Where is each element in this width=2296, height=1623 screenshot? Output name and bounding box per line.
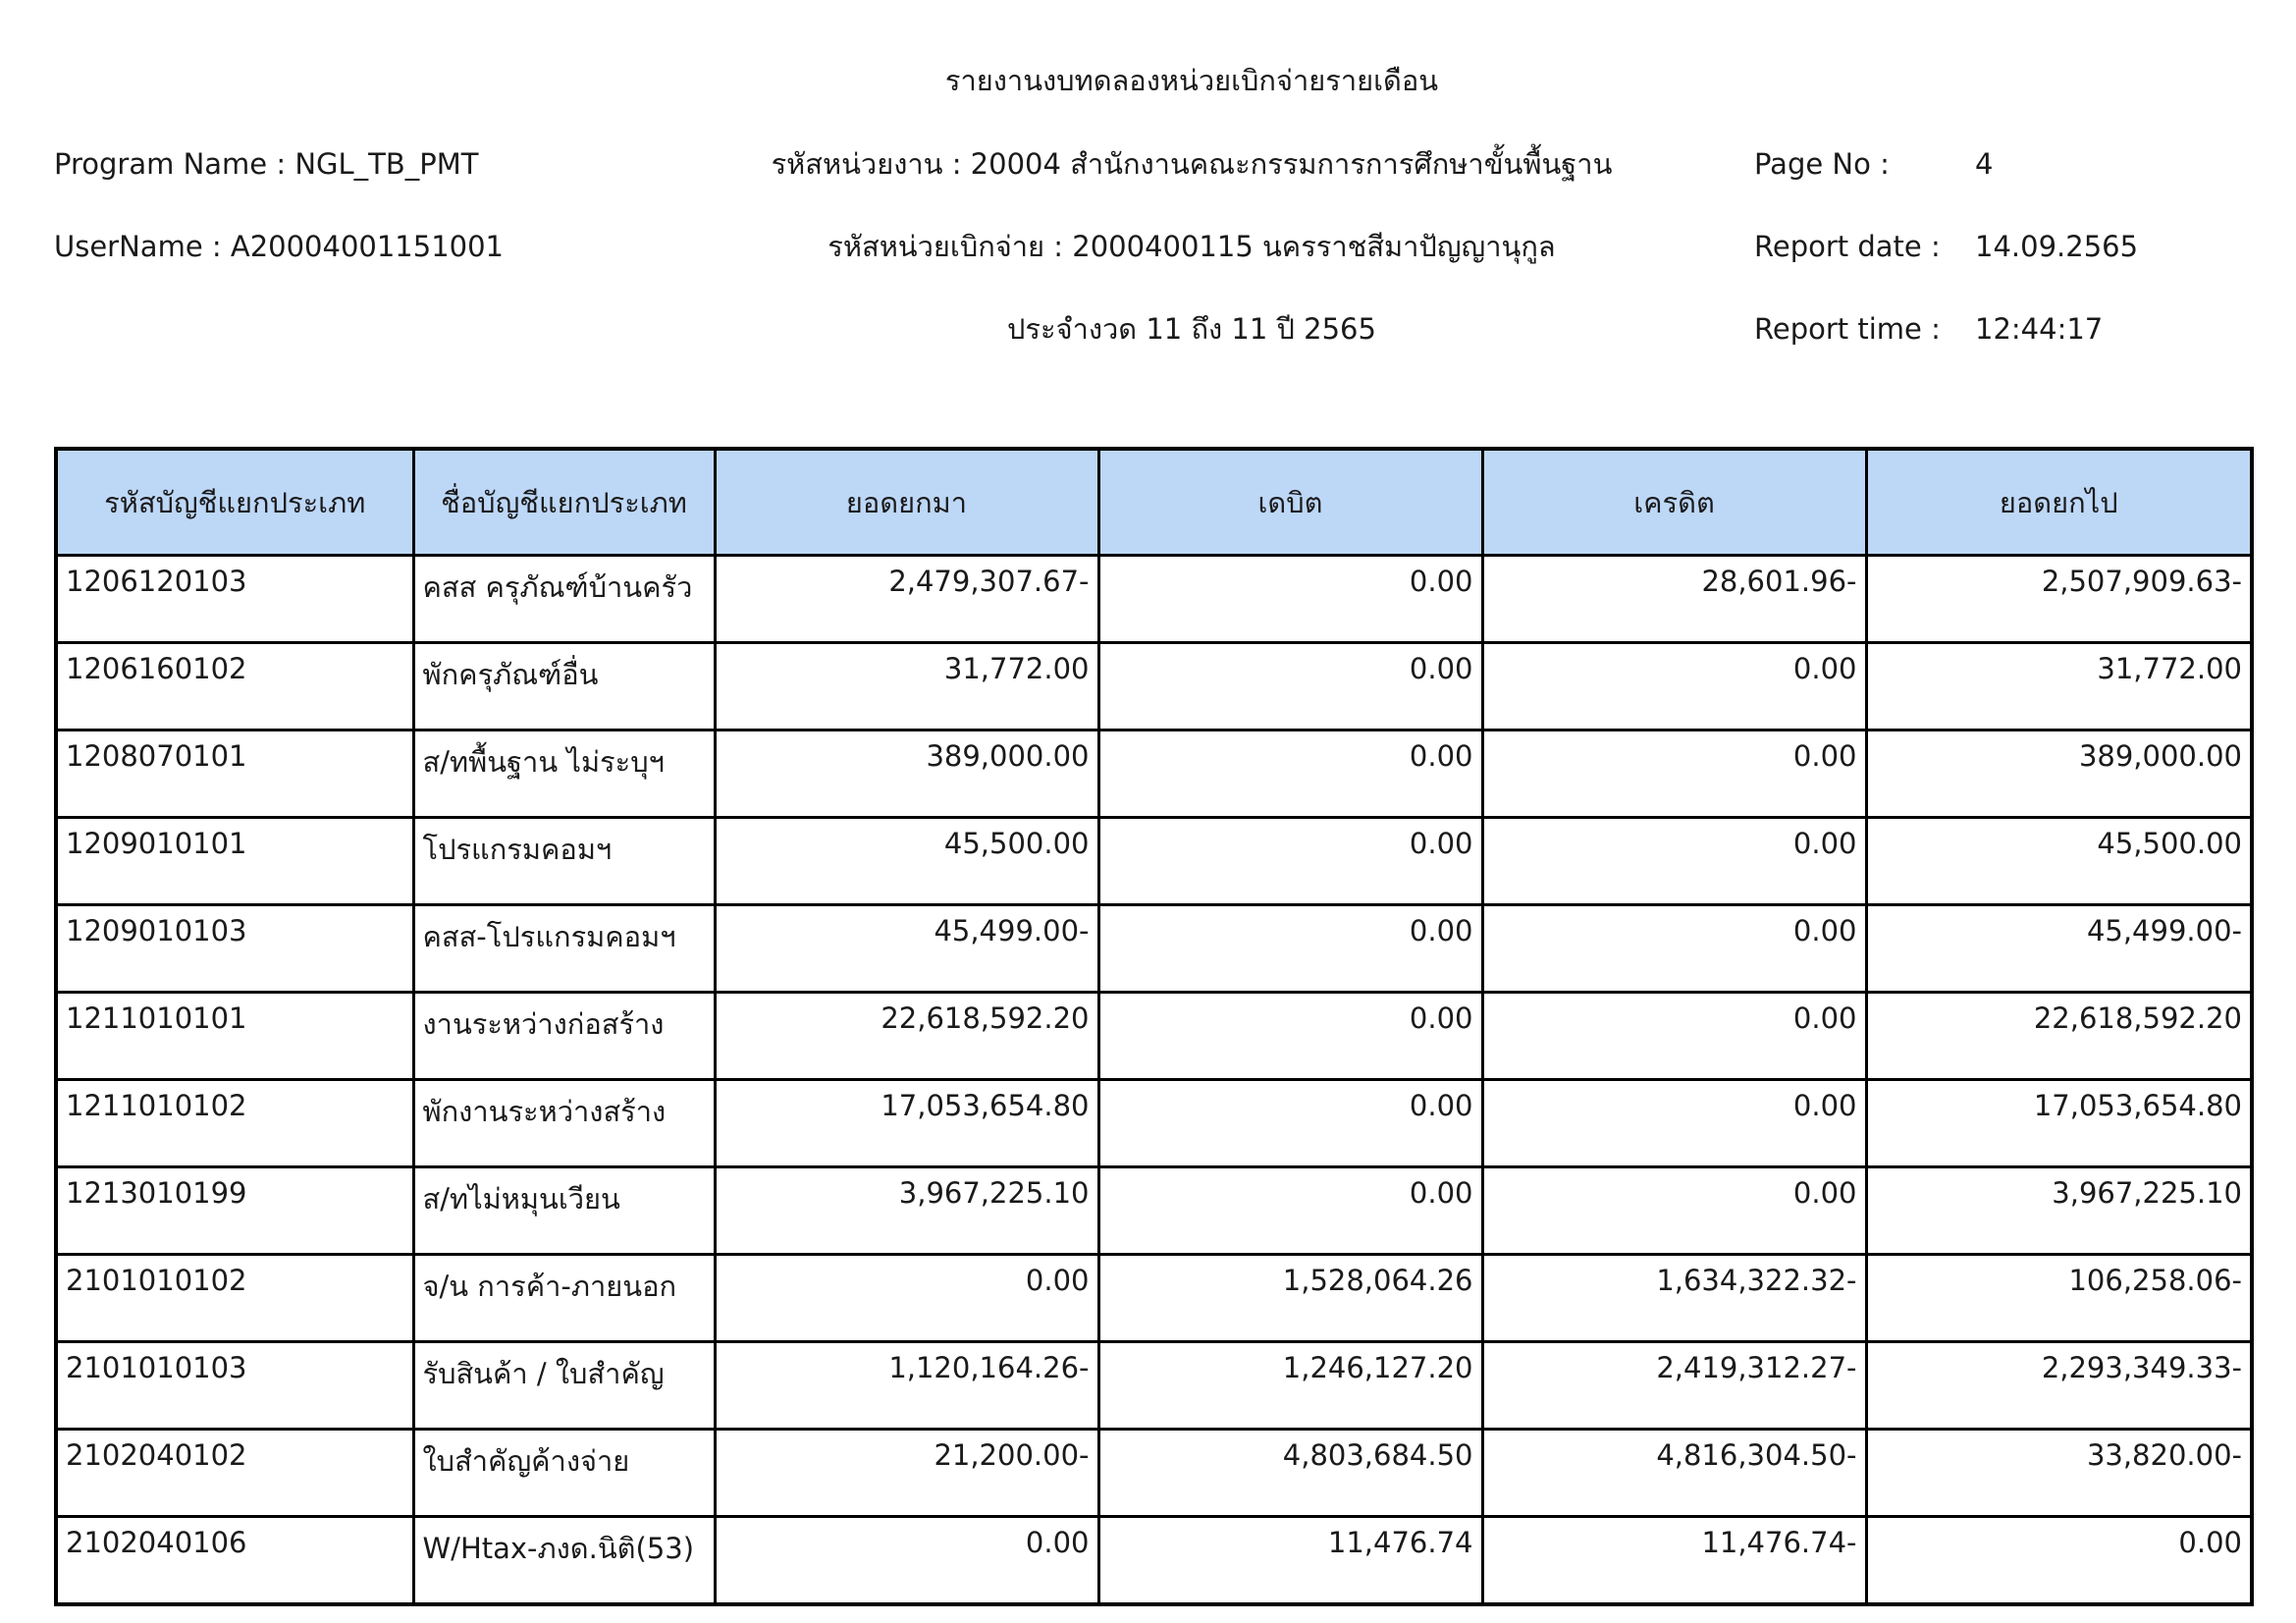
cell-closing-balance: 2,293,349.33- bbox=[1866, 1342, 2252, 1430]
report-date-label: Report date : bbox=[1754, 230, 1941, 263]
header-opening-balance: ยอดยกมา bbox=[715, 449, 1098, 556]
cell-account-name: คสส ครุภัณฑ์บ้านครัว bbox=[413, 556, 715, 643]
cell-credit: 0.00 bbox=[1482, 1167, 1866, 1255]
cell-credit: 0.00 bbox=[1482, 905, 1866, 993]
cell-debit: 4,803,684.50 bbox=[1098, 1430, 1482, 1517]
cell-account-code: 1213010199 bbox=[56, 1167, 413, 1255]
cell-account-code: 2102040102 bbox=[56, 1430, 413, 1517]
cell-account-name: พักงานระหว่างสร้าง bbox=[413, 1080, 715, 1167]
cell-account-name: ใบสำคัญค้างจ่าย bbox=[413, 1430, 715, 1517]
table-row bbox=[56, 1517, 2252, 1605]
header-account-code: รหัสบัญชีแยกประเภท bbox=[56, 449, 413, 556]
header-closing-balance: ยอดยกไป bbox=[1866, 449, 2252, 556]
cell-debit: 0.00 bbox=[1098, 818, 1482, 905]
cell-credit: 11,476.74- bbox=[1482, 1517, 1866, 1605]
cell-closing-balance: 31,772.00 bbox=[1866, 643, 2252, 730]
cell-opening-balance: 1,120,164.26- bbox=[715, 1342, 1098, 1430]
page-no-value: 4 bbox=[1975, 147, 1994, 181]
cell-debit: 0.00 bbox=[1098, 1167, 1482, 1255]
cell-closing-balance: 389,000.00 bbox=[1866, 730, 2252, 818]
cell-credit: 4,816,304.50- bbox=[1482, 1430, 1866, 1517]
cell-debit: 1,246,127.20 bbox=[1098, 1342, 1482, 1430]
cell-account-code: 1206160102 bbox=[56, 643, 413, 730]
report-time-label: Report time : bbox=[1754, 312, 1941, 346]
cell-debit: 0.00 bbox=[1098, 993, 1482, 1080]
cell-credit: 0.00 bbox=[1482, 1080, 1866, 1167]
cell-account-name: งานระหว่างก่อสร้าง bbox=[413, 993, 715, 1080]
cell-debit: 0.00 bbox=[1098, 1080, 1482, 1167]
trial-balance-table bbox=[54, 447, 2254, 1606]
header-account-name: ชื่อบัญชีแยกประเภท bbox=[413, 449, 715, 556]
cell-opening-balance: 389,000.00 bbox=[715, 730, 1098, 818]
cell-account-name: โปรแกรมคอมฯ bbox=[413, 818, 715, 905]
cell-credit: 0.00 bbox=[1482, 643, 1866, 730]
program-name: Program Name : NGL_TB_PMT bbox=[54, 147, 479, 181]
table-row bbox=[56, 1342, 2252, 1430]
table-row bbox=[56, 730, 2252, 818]
cell-opening-balance: 22,618,592.20 bbox=[715, 993, 1098, 1080]
cell-closing-balance: 45,499.00- bbox=[1866, 905, 2252, 993]
cell-closing-balance: 3,967,225.10 bbox=[1866, 1167, 2252, 1255]
table-row bbox=[56, 1430, 2252, 1517]
table-row bbox=[56, 1080, 2252, 1167]
cell-closing-balance: 2,507,909.63- bbox=[1866, 556, 2252, 643]
report-period: ประจำงวด 11 ถึง 11 ปี 2565 bbox=[1007, 312, 1376, 346]
cell-debit: 0.00 bbox=[1098, 556, 1482, 643]
cell-opening-balance: 0.00 bbox=[715, 1517, 1098, 1605]
cell-account-code: 2102040106 bbox=[56, 1517, 413, 1605]
cell-opening-balance: 0.00 bbox=[715, 1255, 1098, 1342]
cell-credit: 0.00 bbox=[1482, 818, 1866, 905]
cell-credit: 0.00 bbox=[1482, 993, 1866, 1080]
disbursing-unit: รหัสหน่วยเบิกจ่าย : 2000400115 นครราชสีมาปัญญานุกูล bbox=[828, 230, 1556, 263]
table-row bbox=[56, 1255, 2252, 1342]
cell-account-code: 1211010102 bbox=[56, 1080, 413, 1167]
header-credit: เครดิต bbox=[1482, 449, 1866, 556]
cell-opening-balance: 17,053,654.80 bbox=[715, 1080, 1098, 1167]
table-row bbox=[56, 643, 2252, 730]
cell-account-code: 1209010103 bbox=[56, 905, 413, 993]
cell-credit: 1,634,322.32- bbox=[1482, 1255, 1866, 1342]
cell-opening-balance: 45,500.00 bbox=[715, 818, 1098, 905]
cell-opening-balance: 21,200.00- bbox=[715, 1430, 1098, 1517]
table-row bbox=[56, 818, 2252, 905]
report-date-value: 14.09.2565 bbox=[1975, 230, 2139, 263]
cell-account-name: พักครุภัณฑ์อื่น bbox=[413, 643, 715, 730]
cell-closing-balance: 0.00 bbox=[1866, 1517, 2252, 1605]
cell-account-name: รับสินค้า / ใบสำคัญ bbox=[413, 1342, 715, 1430]
cell-account-code: 2101010103 bbox=[56, 1342, 413, 1430]
cell-account-name: W/Htax-ภงด.นิติ(53) bbox=[413, 1517, 715, 1605]
cell-credit: 28,601.96- bbox=[1482, 556, 1866, 643]
cell-closing-balance: 17,053,654.80 bbox=[1866, 1080, 2252, 1167]
cell-account-name: จ/น การค้า-ภายนอก bbox=[413, 1255, 715, 1342]
table-row bbox=[56, 556, 2252, 643]
cell-account-code: 2101010102 bbox=[56, 1255, 413, 1342]
cell-debit: 11,476.74 bbox=[1098, 1517, 1482, 1605]
cell-credit: 2,419,312.27- bbox=[1482, 1342, 1866, 1430]
cell-opening-balance: 2,479,307.67- bbox=[715, 556, 1098, 643]
cell-closing-balance: 45,500.00 bbox=[1866, 818, 2252, 905]
cell-debit: 0.00 bbox=[1098, 643, 1482, 730]
cell-opening-balance: 31,772.00 bbox=[715, 643, 1098, 730]
agency-code: รหัสหน่วยงาน : 20004 สำนักงานคณะกรรมการการศึกษาขั้นพื้นฐาน bbox=[771, 147, 1613, 181]
table-row bbox=[56, 1167, 2252, 1255]
cell-debit: 0.00 bbox=[1098, 905, 1482, 993]
cell-debit: 0.00 bbox=[1098, 730, 1482, 818]
cell-account-code: 1208070101 bbox=[56, 730, 413, 818]
table-row bbox=[56, 993, 2252, 1080]
table-header-row bbox=[56, 449, 2252, 556]
cell-account-code: 1209010101 bbox=[56, 818, 413, 905]
user-name: UserName : A20004001151001 bbox=[54, 230, 505, 263]
cell-closing-balance: 106,258.06- bbox=[1866, 1255, 2252, 1342]
cell-opening-balance: 3,967,225.10 bbox=[715, 1167, 1098, 1255]
cell-debit: 1,528,064.26 bbox=[1098, 1255, 1482, 1342]
cell-account-name: ส/ทไม่หมุนเวียน bbox=[413, 1167, 715, 1255]
cell-account-code: 1206120103 bbox=[56, 556, 413, 643]
report-time-value: 12:44:17 bbox=[1975, 312, 2104, 346]
cell-credit: 0.00 bbox=[1482, 730, 1866, 818]
cell-opening-balance: 45,499.00- bbox=[715, 905, 1098, 993]
cell-account-name: คสส-โปรแกรมคอมฯ bbox=[413, 905, 715, 993]
cell-account-name: ส/ทพื้นฐาน ไม่ระบุฯ bbox=[413, 730, 715, 818]
report-title: รายงานงบทดลองหน่วยเบิกจ่ายรายเดือน bbox=[944, 64, 1439, 97]
page-no-label: Page No : bbox=[1754, 147, 1890, 181]
header-debit: เดบิต bbox=[1098, 449, 1482, 556]
cell-closing-balance: 33,820.00- bbox=[1866, 1430, 2252, 1517]
cell-closing-balance: 22,618,592.20 bbox=[1866, 993, 2252, 1080]
table-row bbox=[56, 905, 2252, 993]
cell-account-code: 1211010101 bbox=[56, 993, 413, 1080]
